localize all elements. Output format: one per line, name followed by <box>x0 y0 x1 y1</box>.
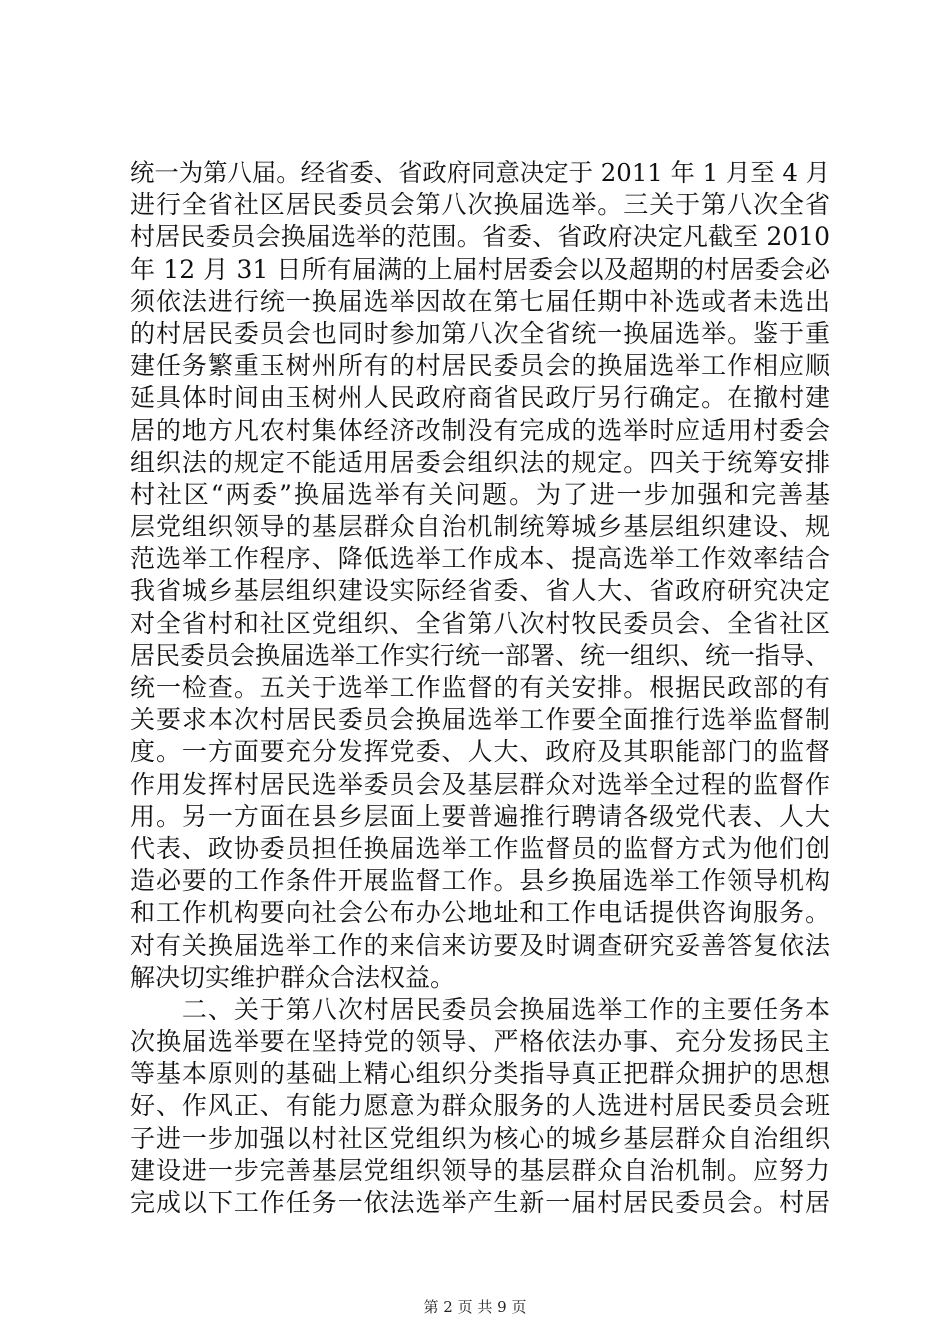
text-line: 须依法进行统一换届选举因故在第七届任期中补选或者未选出 <box>130 286 830 316</box>
text-line: 年 12 月 31 日所有届满的上届村居委会以及超期的村居委会必 <box>130 254 830 284</box>
text-line: 和工作机构要向社会公布办公地址和工作电话提供咨询服务。 <box>130 898 830 928</box>
document-body <box>130 157 830 1219</box>
text-line: 统一为第八届。经省委、省政府同意决定于 2011 年 1 月至 4 月 <box>130 158 830 187</box>
text-line: 关要求本次村居民委员会换届选举工作要全面推行选举监督制 <box>130 705 830 735</box>
text-line: 次换届选举要在坚持党的领导、严格依法办事、充分发扬民主 <box>130 1027 830 1057</box>
text-line: 统一检查。五关于选举工作监督的有关安排。根据民政部的有 <box>130 673 830 702</box>
text-line: 造必要的工作条件开展监督工作。县乡换届选举工作领导机构 <box>130 866 830 896</box>
text-line: 的村居民委员会也同时参加第八次全省统一换届选举。鉴于重 <box>130 318 830 348</box>
text-line: 子进一步加强以村社区党组织为核心的城乡基层群众自治组织 <box>130 1123 830 1153</box>
text-line: 延具体时间由玉树州人民政府商省民政厅另行确定。在撤村建 <box>130 383 830 413</box>
text-line: 建任务繁重玉树州所有的村居民委员会的换届选举工作相应顺 <box>130 351 830 381</box>
text-line: 解决切实维护群众合法权益。 <box>130 962 456 992</box>
text-line: 用。另一方面在县乡层面上要普遍推行聘请各级党代表、人大 <box>130 801 830 831</box>
text-line: 我省城乡基层组织建设实际经省委、省人大、省政府研究决定 <box>130 576 830 606</box>
text-line: 层党组织领导的基层群众自治机制统筹城乡基层组织建设、规 <box>130 512 830 542</box>
text-line: 居民委员会换届选举工作实行统一部署、统一组织、统一指导、 <box>130 640 831 670</box>
page-footer: 第 2 页 共 9 页 <box>423 1298 527 1316</box>
text-line: 二、关于第八次村居民委员会换届选举工作的主要任务本 <box>130 994 830 1024</box>
text-line: 对全省村和社区党组织、全省第八次村牧民委员会、全省社区 <box>130 608 830 638</box>
text-line: 建设进一步完善基层党组织领导的基层群众自治机制。应努力 <box>130 1155 830 1185</box>
text-line: 组织法的规定不能适用居委会组织法的规定。四关于统筹安排 <box>130 447 830 477</box>
text-line: 居的地方凡农村集体经济改制没有完成的选举时应适用村委会 <box>130 415 830 445</box>
text-line: 好、作风正、有能力愿意为群众服务的人选进村居民委员会班 <box>130 1091 830 1121</box>
text-line: 代表、政协委员担任换届选举工作监督员的监督方式为他们创 <box>130 833 830 863</box>
text-line: 度。一方面要充分发挥党委、人大、政府及其职能部门的监督 <box>130 737 830 767</box>
text-line: 村居民委员会换届选举的范围。省委、省政府决定凡截至 2010 <box>130 222 830 252</box>
text-line: 范选举工作程序、降低选举工作成本、提高选举工作效率结合 <box>130 544 830 574</box>
text-line: 进行全省社区居民委员会第八次换届选举。三关于第八次全省 <box>130 190 830 220</box>
text-line: 完成以下工作任务一依法选举产生新一届村居民委员会。村居 <box>130 1188 830 1217</box>
text-line: 作用发挥村居民选举委员会及基层群众对选举全过程的监督作 <box>130 769 830 799</box>
text-line: 村社区“两委”换届选举有关问题。为了进一步加强和完善基 <box>130 479 830 509</box>
text-line: 等基本原则的基础上精心组织分类指导真正把群众拥护的思想 <box>130 1059 830 1089</box>
text-line: 对有关换届选举工作的来信来访要及时调查研究妥善答复依法 <box>130 930 830 960</box>
